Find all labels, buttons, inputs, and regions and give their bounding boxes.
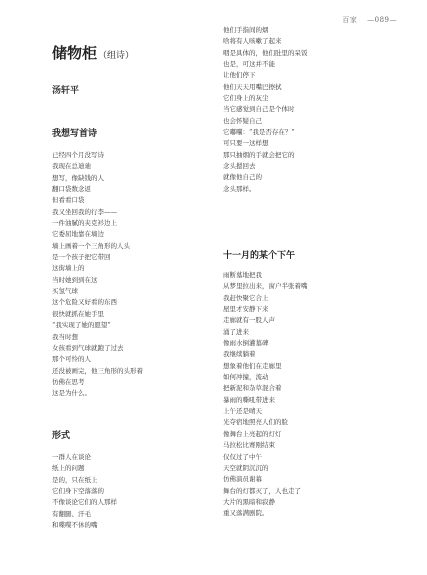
poem-line: 啥将有人咳嗽了起来 xyxy=(223,37,282,46)
poem-line: 把新泥和杂草混合着 xyxy=(223,384,282,393)
poem-line: 天空就阴沉沉的 xyxy=(223,463,269,472)
poem-line: 那个可怜的人 xyxy=(52,355,91,364)
section-lines xyxy=(52,452,117,531)
poem-line: 我当时想 xyxy=(52,332,78,341)
page-header xyxy=(335,15,397,25)
poem-line: 大片的黑暗和寂静 xyxy=(223,497,275,506)
poem-line: 这街墙上的 xyxy=(52,264,85,273)
poem-line: 雨断墓地把我 xyxy=(223,271,262,279)
poem-line: 我又坐回我的行李—— xyxy=(52,207,117,216)
poem-line: 是一个孩子把它带回 xyxy=(52,253,111,262)
poem-subtitle: （组诗） xyxy=(98,51,135,61)
poem-line: 它嘟囔：“我是否存在？” xyxy=(223,128,295,137)
poem-line: 咽是具体的，他们肚里的呆饭 xyxy=(223,48,308,57)
section-lines-continued xyxy=(223,25,308,195)
poem-line: 它们身下空落落的 xyxy=(52,487,104,496)
poem-line: 念头那样。 xyxy=(223,184,256,193)
poem-line: 仿佛演员谢幕 xyxy=(223,475,262,484)
poem-line: 涌了进来 xyxy=(223,327,249,336)
poem-line: 我继续躺着 xyxy=(223,350,256,359)
poem-line: 一群人在谈论 xyxy=(52,453,91,461)
poem-line: 屋里才安静下来 xyxy=(223,305,269,314)
poem-line: 那只抽烟的手就会把它的 xyxy=(223,150,295,159)
poem-line: 女孩看到气球就跑了过去 xyxy=(52,343,124,352)
poem-line: 他们手指间的烟 xyxy=(223,26,269,34)
poem-line: 我赶快聚它合上 xyxy=(223,293,269,302)
poem-line: 走廊就有一股人声 xyxy=(223,316,275,325)
poem-line: 也会怀疑自己 xyxy=(223,116,262,125)
poem-line: 重又落满剧院。 xyxy=(223,509,269,518)
poem-line: 光夺宿地照亮人们的脸 xyxy=(223,418,288,427)
poem-line: 它们身上的灰尘 xyxy=(223,94,269,103)
page-number: —089— xyxy=(367,16,397,24)
poem-line: 纸上的问题 xyxy=(52,464,85,473)
poem-line: “我实现了她的愿望” xyxy=(52,321,111,330)
poem-line: 像雨水倒灌墓碑 xyxy=(223,339,269,348)
poem-line: 当时她到到在这 xyxy=(52,275,98,284)
poem-line: 也是，可这并不能 xyxy=(223,60,275,69)
section-lines xyxy=(52,150,143,400)
poem-line: 不像谈论它们的人那样 xyxy=(52,498,117,507)
poem-line: 我现在总迪廸 xyxy=(52,162,91,171)
poem-line: 念头摁回去 xyxy=(223,162,256,171)
poem-line: 翻口袋数念返 xyxy=(52,185,91,194)
poem-line: 墙上画着一个三角形的人头 xyxy=(52,241,130,250)
poem-line: 暴雨的嘶吼带进来 xyxy=(223,395,275,404)
poem-line: 想象着他们在走廊里 xyxy=(223,361,282,370)
poem-line: 有翻腿、汗毛 xyxy=(52,509,91,518)
poem-line: 像舞台上亮起的灯灯 xyxy=(223,429,282,438)
poem-line: 让他们停下 xyxy=(223,71,256,80)
section-heading: 形式 xyxy=(52,431,71,441)
poem-line: 当它感觉到自己是个体时 xyxy=(223,105,295,114)
section-heading: 十一月的某个下午 xyxy=(223,251,296,261)
poem-title xyxy=(52,42,134,63)
poem-line: 马拉松比赛刚结束 xyxy=(223,441,275,450)
poem-line: 想写，像缺钱的人 xyxy=(52,173,104,182)
poem-line: 可只要一这样想 xyxy=(223,139,269,148)
section-lines xyxy=(223,270,308,520)
poem-line: 买氢气球 xyxy=(52,287,78,296)
poem-line: 从梦里拉出来，窗户半张着嘴 xyxy=(223,282,308,291)
poem-line: 舞台的灯都灭了，人也走了 xyxy=(223,486,301,495)
poem-line: 和喋喋不休的嘴 xyxy=(52,521,98,530)
poem-line: 这个危险又好看的东西 xyxy=(52,298,117,307)
poem-line: 是的，只在纸上 xyxy=(52,475,98,484)
poem-author: 汤轩平 xyxy=(52,86,80,96)
poem-line: 一件油腻的夹克衫边上 xyxy=(52,219,117,228)
poem-line: 它委屈地靠在墙边 xyxy=(52,230,104,239)
section-heading: 我想写首诗 xyxy=(52,129,98,139)
poem-line: 但看看口袋 xyxy=(52,196,85,205)
poem-line: 他们天天用嘴巴擦拭 xyxy=(223,82,282,91)
poem-line: 还没被画完，他三角形的头形着 xyxy=(52,366,143,375)
poem-line: 仅仅过了中午 xyxy=(223,452,262,461)
poem-line: 已经四个月没写诗 xyxy=(52,151,104,159)
poem-line: 仿佛在思考 xyxy=(52,377,85,386)
header-section: 百家 xyxy=(342,16,358,24)
poem-line: 很快就抓在她手里 xyxy=(52,309,104,318)
poem-line: 这是为什么。 xyxy=(52,389,91,398)
poem-line: 如何冲撞，流动 xyxy=(223,373,269,382)
poem-line: 就像他自己的 xyxy=(223,173,262,182)
poem-title-text: 储物柜 xyxy=(52,44,98,62)
poem-line: 上午还是晴天 xyxy=(223,407,262,416)
